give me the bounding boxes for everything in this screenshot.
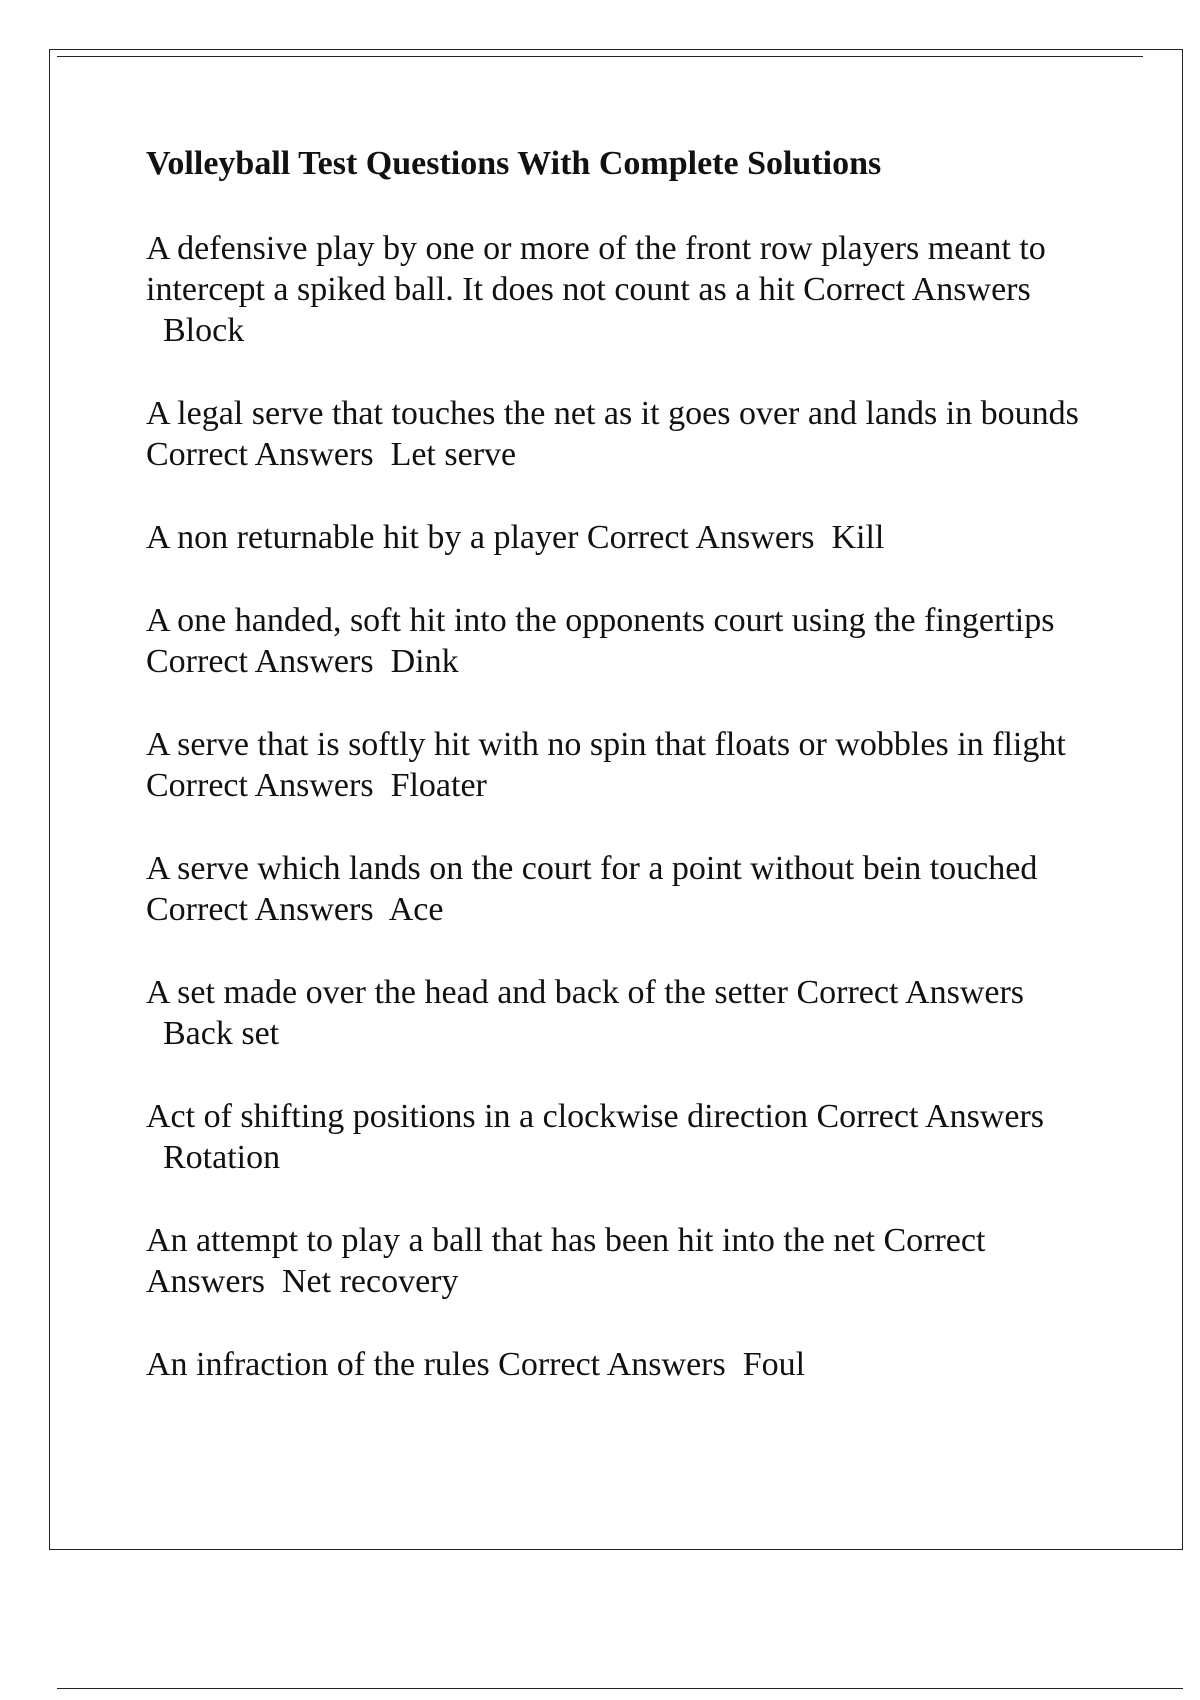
answer-label: Correct Answers xyxy=(803,271,1031,308)
answer-text: Kill xyxy=(831,519,885,556)
qa-item-6 xyxy=(146,848,1106,930)
answer-text: Dink xyxy=(390,643,459,680)
question-text: Act of shifting positions in a clockwise direction xyxy=(146,1098,808,1135)
qa-item-8 xyxy=(146,1096,1106,1178)
question-text: An attempt to play a ball that has been hit into the net xyxy=(146,1222,875,1259)
answer-label: Correct Answers xyxy=(146,767,374,804)
answer-text: Rotation xyxy=(163,1139,281,1176)
question-text: A serve which lands on the court for a point without bein touched xyxy=(146,850,1038,887)
question-text: A one handed, soft hit into the opponents court using the fingertips xyxy=(146,602,1055,639)
top-rule xyxy=(57,56,1143,57)
qa-item-3 xyxy=(146,517,1106,558)
answer-text: Let serve xyxy=(390,436,517,473)
answer-label: Correct Answers xyxy=(796,974,1025,1011)
answer-text: Block xyxy=(163,312,245,349)
answer-label: Correct Answers xyxy=(498,1346,726,1383)
bottom-rule xyxy=(57,1688,1183,1689)
qa-item-4 xyxy=(146,600,1106,682)
answer-label: Correct Answers xyxy=(146,436,374,473)
qa-item-9 xyxy=(146,1220,1106,1302)
answer-text: Net recovery xyxy=(281,1263,459,1300)
question-text: A non returnable hit by a player xyxy=(146,519,579,556)
answer-label: Correct Answers xyxy=(586,519,815,556)
qa-item-5 xyxy=(146,724,1106,806)
document-title: Volleyball Test Questions With Complete Solutions xyxy=(146,145,882,182)
answer-text: Back set xyxy=(163,1015,280,1052)
answer-text: Floater xyxy=(390,767,487,804)
question-text: A legal serve that touches the net as it goes over and lands in bounds xyxy=(146,395,1079,432)
answer-text: Ace xyxy=(388,891,444,928)
document-body xyxy=(146,142,1106,1427)
question-text: A serve that is softly hit with no spin that floats or wobbles in flight xyxy=(146,726,1066,763)
question-text: A set made over the head and back of the setter xyxy=(146,974,788,1011)
qa-item-10 xyxy=(146,1344,1106,1385)
answer-label: Correct Answers xyxy=(146,891,374,928)
answer-label: Correct Answers xyxy=(816,1098,1044,1135)
question-text: An infraction of the rules xyxy=(146,1346,490,1383)
answer-text: Foul xyxy=(742,1346,806,1383)
qa-item-1 xyxy=(146,228,1106,351)
answer-label: Correct Answers xyxy=(146,1222,986,1300)
question-text: A defensive play by one or more of the front row players meant to intercept a spiked ball. It does not count as a hit xyxy=(146,230,1046,308)
qa-item-2 xyxy=(146,393,1106,475)
qa-item-7 xyxy=(146,972,1106,1054)
answer-label: Correct Answers xyxy=(146,643,374,680)
